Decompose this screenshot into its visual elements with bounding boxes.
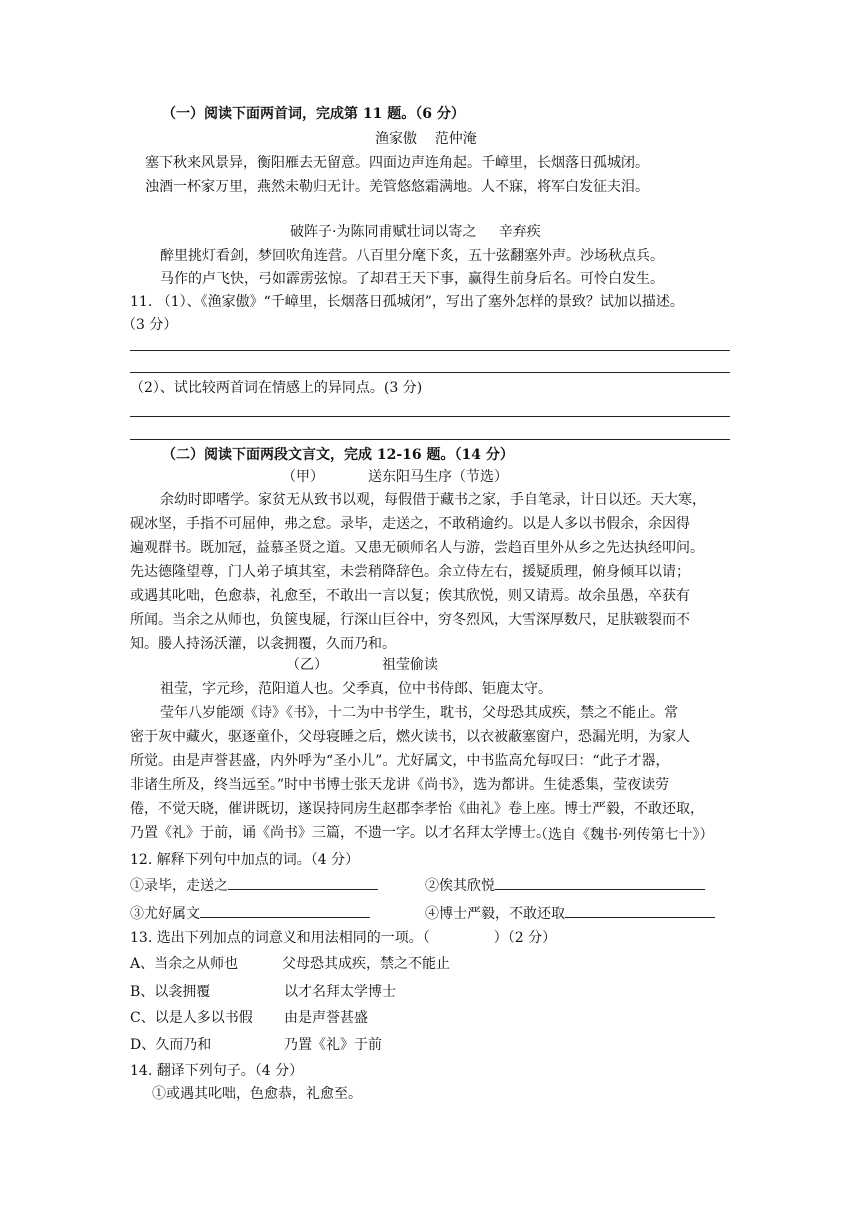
poem1-line2: 浊酒一杯家万里，燕然未勒归无计。羌管悠悠霜满地。人不寐，将军白发征夫泪。 [145,179,649,195]
answer-line [130,439,730,440]
passage-jia-title: 送东阳马生序（节选） [368,469,508,485]
passage-yi-line: 乃置《礼》于前，诵《尚书》三篇，不遗一字。以才名拜太学博士。 [130,825,550,841]
question-12-item-1: ①录毕，走送之 [130,874,378,896]
answer-line [130,416,730,417]
question-12-item-4: ④博士严毅，不敢还取 [425,902,715,924]
answer-line [130,350,730,351]
question-11-2: （2）、试比较两首词在情感上的异同点。(3 分) [130,380,423,396]
passage-yi-line: 祖莹，字元珍，范阳道人也。父季真，位中书侍郎、钜鹿太守。 [160,681,552,697]
poem2-line2: 马作的卢飞快，弓如霹雳弦惊。了却君王天下事，赢得生前身后名。可怜白发生。 [160,271,664,287]
question-11-1-score: （3 分） [122,317,178,333]
answer-blank[interactable] [228,874,378,890]
question-14-sentence-1: ①或遇其叱咄，色愈恭，礼愈至。 [152,1086,362,1102]
q13-option-b-right: 以才名拜太学博士 [284,984,396,1000]
section1-heading: （一）阅读下面两首词，完成第 11 题。（6 分） [162,106,465,122]
passage-yi-line: 倦，不觉天晓，催讲既切，遂误持同房生赵郡李孝怡《曲礼》卷上座。博士严毅，不敢还取， [130,801,704,817]
q13-option-c-left: C、以是人多以书假 [130,1010,253,1026]
q13-option-d-left: D、久而乃和 [130,1037,212,1053]
q13-option-b-left: B、以衾拥覆 [130,984,211,1000]
q13-option-a-right: 父母恐其成疾，禁之不能止 [282,956,450,972]
passage-jia-label: （甲） [282,469,324,485]
passage-yi-line: 非诸生所及，终当远至。”时中书博士张天龙讲《尚书》，选为都讲。生徒悉集，莹夜读劳 [130,777,670,793]
passage-jia-line: 余幼时即嗜学。家贫无从致书以观，每假借于藏书之家，手自笔录，计日以还。天大寒， [160,492,706,508]
passage-jia-line: 所闻。当余之从师也，负箧曳屣，行深山巨谷中，穷冬烈风，大雪深厚数尺，足肤皲裂而不 [130,612,690,628]
q13-option-d-right: 乃置《礼》于前 [284,1037,382,1053]
poem1-title: 渔家傲 范仲淹 [375,131,477,147]
question-13-stem: 13. 选出下列加点的词意义和用法相同的一项。（ ）（2 分） [130,930,557,946]
section2-heading: （二）阅读下面两段文言文，完成 12-16 题。（14 分） [162,447,514,463]
passage-jia-line: 知。媵人持汤沃灌，以衾拥覆，久而乃和。 [130,636,396,652]
poem2-line1: 醉里挑灯看剑，梦回吹角连营。八百里分麾下炙，五十弦翻塞外声。沙场秋点兵。 [160,248,664,264]
answer-blank[interactable] [200,902,370,918]
question-14-stem: 14. 翻译下列句子。（4 分） [130,1063,304,1079]
passage-jia-line: 或遇其叱咄，色愈恭，礼愈至，不敢出一言以复；俟其欣悦，则又请焉。故余虽愚，卒获有 [130,588,690,604]
question-12-item-3: ③尤好属文 [130,902,370,924]
poem1-line1: 塞下秋来风景异，衡阳雁去无留意。四面边声连角起。千嶂里，长烟落日孤城闭。 [145,155,649,171]
passage-yi-line: 所觉。由是声誉甚盛，内外呼为“圣小儿”。尤好属文，中书监高允每叹曰：“此子才器， [130,753,670,769]
poem2-title: 破阵子·为陈同甫赋壮词以寄之 辛弃疾 [290,224,541,240]
passage-yi-label: （乙） [286,657,328,673]
question-12-item-2: ②俟其欣悦 [425,874,705,896]
question-12-stem: 12. 解释下列句中加点的词。（4 分） [130,852,360,868]
q13-option-a-left: A、当余之从师也 [130,956,239,972]
passage-yi-line: 莹年八岁能颂《诗》《书》，十二为中书学生，耽书，父母恐其成疾，禁之不能止。常 [160,705,678,721]
passage-yi-line: 密于灰中藏火，驱逐童仆，父母寝睡之后，燃火读书，以衣被蔽塞窗户，恐漏光明，为家人 [130,729,690,745]
passage-yi-title: 祖莹偷读 [382,657,438,673]
passage-jia-line: 先达德隆望尊，门人弟子填其室，未尝稍降辞色。余立侍左右，援疑质理，俯身倾耳以请； [130,564,690,580]
answer-blank[interactable] [565,902,715,918]
passage-jia-line: 砚冰坚，手指不可屈伸，弗之怠。录毕，走送之，不敢稍逾约。以是人多以书假余，余因得 [130,516,690,532]
question-11-1: 11. （1）、《渔家傲》“千嶂里，长烟落日孤城闭”，写出了塞外怎样的景致？试加以描述。 [130,294,684,310]
passage-jia-line: 遍观群书。既加冠，益慕圣贤之道。又患无硕师名人与游，尝趋百里外从乡之先达执经叩问。 [130,540,704,556]
q13-option-c-right: 由是声誉甚盛 [284,1010,368,1026]
answer-line [130,372,730,373]
passage-source: （选自《魏书·列传第七十》） [534,827,714,843]
answer-blank[interactable] [495,874,705,890]
